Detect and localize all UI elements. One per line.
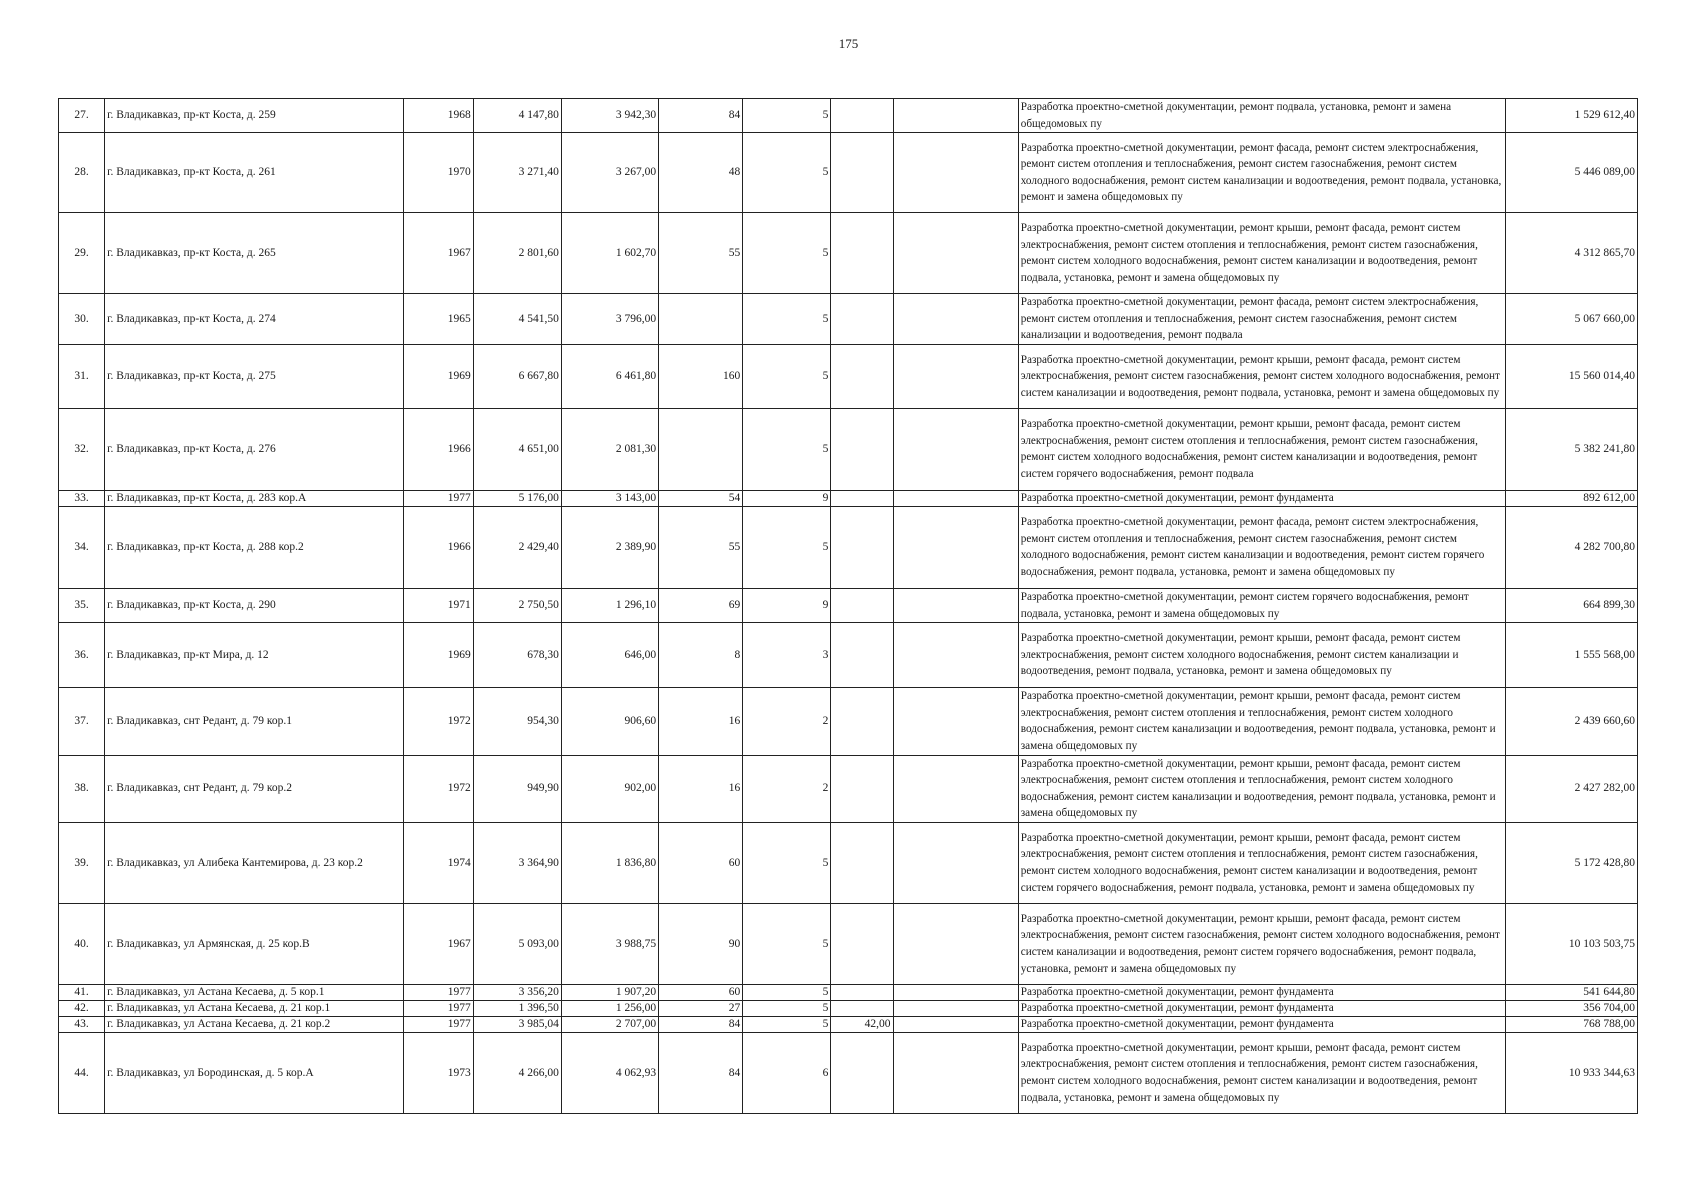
works-description-cell: Разработка проектно-сметной документации, ремонт крыши, ремонт фасада, ремонт систем электроснабжения, ремонт систем отопления и теплоснабжения, ремонт систем газоснабжения, ремонт систем холодного водоснабжения, ремонт систем канализации и водоотведения, ремонт систем горячего водоснабжения, ремонт подвала <box>1018 408 1505 490</box>
row-number: 39. <box>59 822 105 903</box>
floors-cell: 9 <box>743 490 831 506</box>
works-description-cell: Разработка проектно-сметной документации, ремонт фундамента <box>1018 984 1505 1000</box>
floors-cell: 5 <box>743 903 831 984</box>
table-row <box>59 506 1638 588</box>
cost-cell: 2 427 282,00 <box>1505 755 1637 822</box>
total-area-cell: 3 271,40 <box>473 133 561 213</box>
cost-cell: 768 788,00 <box>1505 1016 1637 1032</box>
year-cell: 1968 <box>403 99 473 133</box>
total-area-cell: 954,30 <box>473 688 561 755</box>
table-row <box>59 133 1638 213</box>
cost-cell: 4 282 700,80 <box>1505 506 1637 588</box>
address-cell: г. Владикавказ, пр-кт Коста, д. 275 <box>105 344 404 408</box>
floors-cell: 5 <box>743 294 831 345</box>
table-row <box>59 1032 1638 1113</box>
living-area-cell: 2 389,90 <box>561 506 658 588</box>
year-cell: 1965 <box>403 294 473 345</box>
total-area-cell: 2 429,40 <box>473 506 561 588</box>
total-area-cell: 678,30 <box>473 623 561 688</box>
living-area-cell: 3 143,00 <box>561 490 658 506</box>
living-area-cell: 1 836,80 <box>561 822 658 903</box>
empty-cell <box>893 588 1018 622</box>
year-cell: 1977 <box>403 490 473 506</box>
living-area-cell: 646,00 <box>561 623 658 688</box>
table-row <box>59 1016 1638 1032</box>
residents-cell: 55 <box>659 506 743 588</box>
extra-area-cell <box>831 1032 893 1113</box>
year-cell: 1967 <box>403 213 473 294</box>
table-row <box>59 294 1638 345</box>
cost-cell: 541 644,80 <box>1505 984 1637 1000</box>
total-area-cell: 1 396,50 <box>473 1000 561 1016</box>
works-description-cell: Разработка проектно-сметной документации, ремонт крыши, ремонт фасада, ремонт систем электроснабжения, ремонт систем отопления и теплоснабжения, ремонт систем газоснабжения, ремонт систем холодного водоснабжения, ремонт систем канализации и водоотведения, ремонт подвала, установка, ремонт и замена общедомовых пу <box>1018 1032 1505 1113</box>
extra-area-cell <box>831 133 893 213</box>
page-number: 175 <box>838 36 859 51</box>
extra-area-cell <box>831 1000 893 1016</box>
total-area-cell: 4 651,00 <box>473 408 561 490</box>
total-area-cell: 4 147,80 <box>473 99 561 133</box>
address-cell: г. Владикавказ, ул Бородинская, д. 5 кор.А <box>105 1032 404 1113</box>
total-area-cell: 6 667,80 <box>473 344 561 408</box>
row-number: 40. <box>59 903 105 984</box>
works-description-cell: Разработка проектно-сметной документации, ремонт фундамента <box>1018 1016 1505 1032</box>
cost-cell: 664 899,30 <box>1505 588 1637 622</box>
works-description-cell: Разработка проектно-сметной документации, ремонт крыши, ремонт фасада, ремонт систем электроснабжения, ремонт систем газоснабжения, ремонт систем холодного водоснабжения, ремонт систем канализации и водоотведения, ремонт подвала, установка, ремонт и замена общедомовых пу <box>1018 344 1505 408</box>
extra-area-cell <box>831 344 893 408</box>
total-area-cell: 4 541,50 <box>473 294 561 345</box>
year-cell: 1969 <box>403 344 473 408</box>
extra-area-cell <box>831 213 893 294</box>
floors-cell: 2 <box>743 688 831 755</box>
address-cell: г. Владикавказ, пр-кт Коста, д. 283 кор.А <box>105 490 404 506</box>
cost-cell: 1 529 612,40 <box>1505 99 1637 133</box>
table-body <box>59 99 1638 1114</box>
extra-area-cell <box>831 99 893 133</box>
living-area-cell: 1 907,20 <box>561 984 658 1000</box>
living-area-cell: 3 942,30 <box>561 99 658 133</box>
empty-cell <box>893 623 1018 688</box>
address-cell: г. Владикавказ, пр-кт Коста, д. 261 <box>105 133 404 213</box>
residents-cell <box>659 294 743 345</box>
cost-cell: 15 560 014,40 <box>1505 344 1637 408</box>
residents-cell: 90 <box>659 903 743 984</box>
extra-area-cell <box>831 490 893 506</box>
address-cell: г. Владикавказ, пр-кт Коста, д. 288 кор.2 <box>105 506 404 588</box>
table-row <box>59 1000 1638 1016</box>
cost-cell: 10 103 503,75 <box>1505 903 1637 984</box>
floors-cell: 3 <box>743 623 831 688</box>
empty-cell <box>893 408 1018 490</box>
table-row <box>59 99 1638 133</box>
floors-cell: 5 <box>743 408 831 490</box>
row-number: 36. <box>59 623 105 688</box>
living-area-cell: 2 081,30 <box>561 408 658 490</box>
total-area-cell: 2 750,50 <box>473 588 561 622</box>
row-number: 31. <box>59 344 105 408</box>
year-cell: 1972 <box>403 688 473 755</box>
table-row <box>59 213 1638 294</box>
table-row <box>59 822 1638 903</box>
address-cell: г. Владикавказ, ул Астана Кесаева, д. 21 кор.1 <box>105 1000 404 1016</box>
empty-cell <box>893 133 1018 213</box>
row-number: 28. <box>59 133 105 213</box>
total-area-cell: 3 985,04 <box>473 1016 561 1032</box>
extra-area-cell <box>831 822 893 903</box>
address-cell: г. Владикавказ, ул Алибека Кантемирова, д. 23 кор.2 <box>105 822 404 903</box>
total-area-cell: 2 801,60 <box>473 213 561 294</box>
residents-cell: 16 <box>659 688 743 755</box>
residents-cell: 84 <box>659 1016 743 1032</box>
extra-area-cell <box>831 408 893 490</box>
year-cell: 1970 <box>403 133 473 213</box>
empty-cell <box>893 294 1018 345</box>
works-description-cell: Разработка проектно-сметной документации, ремонт систем горячего водоснабжения, ремонт подвала, установка, ремонт и замена общедомовых пу <box>1018 588 1505 622</box>
works-description-cell: Разработка проектно-сметной документации, ремонт крыши, ремонт фасада, ремонт систем электроснабжения, ремонт систем газоснабжения, ремонт систем холодного водоснабжения, ремонт систем канализации и водоотведения, ремонт систем горячего водоснабжения, ремонт подвала, установка, ремонт и замена общедомовых пу <box>1018 903 1505 984</box>
year-cell: 1969 <box>403 623 473 688</box>
cost-cell: 892 612,00 <box>1505 490 1637 506</box>
extra-area-cell <box>831 588 893 622</box>
floors-cell: 9 <box>743 588 831 622</box>
address-cell: г. Владикавказ, ул Астана Кесаева, д. 5 кор.1 <box>105 984 404 1000</box>
empty-cell <box>893 344 1018 408</box>
row-number: 42. <box>59 1000 105 1016</box>
row-number: 27. <box>59 99 105 133</box>
table-row <box>59 588 1638 622</box>
floors-cell: 5 <box>743 213 831 294</box>
empty-cell <box>893 213 1018 294</box>
year-cell: 1977 <box>403 984 473 1000</box>
empty-cell <box>893 822 1018 903</box>
year-cell: 1971 <box>403 588 473 622</box>
floors-cell: 5 <box>743 344 831 408</box>
living-area-cell: 3 988,75 <box>561 903 658 984</box>
residents-cell: 60 <box>659 822 743 903</box>
residents-cell <box>659 408 743 490</box>
extra-area-cell <box>831 755 893 822</box>
year-cell: 1973 <box>403 1032 473 1113</box>
residents-cell: 84 <box>659 1032 743 1113</box>
year-cell: 1967 <box>403 903 473 984</box>
row-number: 32. <box>59 408 105 490</box>
cost-cell: 5 172 428,80 <box>1505 822 1637 903</box>
empty-cell <box>893 903 1018 984</box>
year-cell: 1977 <box>403 1016 473 1032</box>
extra-area-cell: 42,00 <box>831 1016 893 1032</box>
row-number: 35. <box>59 588 105 622</box>
total-area-cell: 949,90 <box>473 755 561 822</box>
table-row <box>59 623 1638 688</box>
empty-cell <box>893 1000 1018 1016</box>
row-number: 34. <box>59 506 105 588</box>
address-cell: г. Владикавказ, пр-кт Коста, д. 290 <box>105 588 404 622</box>
address-cell: г. Владикавказ, пр-кт Мира, д. 12 <box>105 623 404 688</box>
row-number: 30. <box>59 294 105 345</box>
works-description-cell: Разработка проектно-сметной документации, ремонт фасада, ремонт систем электроснабжения, ремонт систем отопления и теплоснабжения, ремонт систем газоснабжения, ремонт систем холодного водоснабжения, ремонт систем канализации и водоотведения, ремонт систем горячего водоснабжения, ремонт подвала, установка, ремонт и замена общедомовых пу <box>1018 506 1505 588</box>
living-area-cell: 6 461,80 <box>561 344 658 408</box>
residents-cell: 60 <box>659 984 743 1000</box>
row-number: 37. <box>59 688 105 755</box>
total-area-cell: 5 093,00 <box>473 903 561 984</box>
cost-cell: 5 382 241,80 <box>1505 408 1637 490</box>
works-description-cell: Разработка проектно-сметной документации, ремонт фасада, ремонт систем электроснабжения, ремонт систем отопления и теплоснабжения, ремонт систем газоснабжения, ремонт систем канализации и водоотведения, ремонт подвала <box>1018 294 1505 345</box>
living-area-cell: 3 267,00 <box>561 133 658 213</box>
row-number: 41. <box>59 984 105 1000</box>
address-cell: г. Владикавказ, пр-кт Коста, д. 276 <box>105 408 404 490</box>
extra-area-cell <box>831 984 893 1000</box>
living-area-cell: 1 256,00 <box>561 1000 658 1016</box>
cost-cell: 356 704,00 <box>1505 1000 1637 1016</box>
residents-cell: 69 <box>659 588 743 622</box>
works-description-cell: Разработка проектно-сметной документации, ремонт фасада, ремонт систем электроснабжения, ремонт систем отопления и теплоснабжения, ремонт систем газоснабжения, ремонт систем холодного водоснабжения, ремонт систем канализации и водоотведения, ремонт подвала, установка, ремонт и замена общедомовых пу <box>1018 133 1505 213</box>
extra-area-cell <box>831 903 893 984</box>
floors-cell: 5 <box>743 822 831 903</box>
row-number: 38. <box>59 755 105 822</box>
cost-cell: 2 439 660,60 <box>1505 688 1637 755</box>
works-description-cell: Разработка проектно-сметной документации, ремонт крыши, ремонт фасада, ремонт систем электроснабжения, ремонт систем отопления и теплоснабжения, ремонт систем газоснабжения, ремонт систем холодного водоснабжения, ремонт систем канализации и водоотведения, ремонт подвала, установка, ремонт и замена общедомовых пу <box>1018 213 1505 294</box>
address-cell: г. Владикавказ, ул Астана Кесаева, д. 21 кор.2 <box>105 1016 404 1032</box>
works-description-cell: Разработка проектно-сметной документации, ремонт подвала, установка, ремонт и замена общедомовых пу <box>1018 99 1505 133</box>
address-cell: г. Владикавказ, пр-кт Коста, д. 274 <box>105 294 404 345</box>
table-row <box>59 490 1638 506</box>
residents-cell: 54 <box>659 490 743 506</box>
year-cell: 1977 <box>403 1000 473 1016</box>
living-area-cell: 1 602,70 <box>561 213 658 294</box>
row-number: 33. <box>59 490 105 506</box>
living-area-cell: 906,60 <box>561 688 658 755</box>
total-area-cell: 5 176,00 <box>473 490 561 506</box>
floors-cell: 5 <box>743 133 831 213</box>
cost-cell: 10 933 344,63 <box>1505 1032 1637 1113</box>
residents-cell: 16 <box>659 755 743 822</box>
address-cell: г. Владикавказ, пр-кт Коста, д. 265 <box>105 213 404 294</box>
year-cell: 1972 <box>403 755 473 822</box>
total-area-cell: 4 266,00 <box>473 1032 561 1113</box>
year-cell: 1974 <box>403 822 473 903</box>
works-description-cell: Разработка проектно-сметной документации, ремонт крыши, ремонт фасада, ремонт систем электроснабжения, ремонт систем отопления и теплоснабжения, ремонт систем холодного водоснабжения, ремонт систем канализации и водоотведения, ремонт подвала, установка, ремонт и замена общедомовых пу <box>1018 755 1505 822</box>
total-area-cell: 3 364,90 <box>473 822 561 903</box>
residents-cell: 48 <box>659 133 743 213</box>
table-row <box>59 344 1638 408</box>
empty-cell <box>893 755 1018 822</box>
living-area-cell: 2 707,00 <box>561 1016 658 1032</box>
works-description-cell: Разработка проектно-сметной документации, ремонт крыши, ремонт фасада, ремонт систем электроснабжения, ремонт систем отопления и теплоснабжения, ремонт систем холодного водоснабжения, ремонт систем канализации и водоотведения, ремонт подвала, установка, ремонт и замена общедомовых пу <box>1018 688 1505 755</box>
row-number: 29. <box>59 213 105 294</box>
floors-cell: 5 <box>743 984 831 1000</box>
extra-area-cell <box>831 688 893 755</box>
living-area-cell: 902,00 <box>561 755 658 822</box>
address-cell: г. Владикавказ, ул Армянская, д. 25 кор.В <box>105 903 404 984</box>
works-description-cell: Разработка проектно-сметной документации, ремонт крыши, ремонт фасада, ремонт систем электроснабжения, ремонт систем холодного водоснабжения, ремонт систем канализации и водоотведения, ремонт подвала, установка, ремонт и замена общедомовых пу <box>1018 623 1505 688</box>
address-cell: г. Владикавказ, пр-кт Коста, д. 259 <box>105 99 404 133</box>
works-description-cell: Разработка проектно-сметной документации, ремонт фундамента <box>1018 490 1505 506</box>
address-cell: г. Владикавказ, снт Редант, д. 79 кор.2 <box>105 755 404 822</box>
extra-area-cell <box>831 506 893 588</box>
empty-cell <box>893 688 1018 755</box>
total-area-cell: 3 356,20 <box>473 984 561 1000</box>
residents-cell: 160 <box>659 344 743 408</box>
works-description-cell: Разработка проектно-сметной документации, ремонт крыши, ремонт фасада, ремонт систем электроснабжения, ремонт систем отопления и теплоснабжения, ремонт систем газоснабжения, ремонт систем холодного водоснабжения, ремонт систем канализации и водоотведения, ремонт систем горячего водоснабжения, ремонт подвала, установка, ремонт и замена общедомовых пу <box>1018 822 1505 903</box>
empty-cell <box>893 506 1018 588</box>
empty-cell <box>893 1016 1018 1032</box>
table-row <box>59 408 1638 490</box>
residents-cell: 27 <box>659 1000 743 1016</box>
row-number: 44. <box>59 1032 105 1113</box>
extra-area-cell <box>831 623 893 688</box>
living-area-cell: 3 796,00 <box>561 294 658 345</box>
extra-area-cell <box>831 294 893 345</box>
floors-cell: 2 <box>743 755 831 822</box>
living-area-cell: 4 062,93 <box>561 1032 658 1113</box>
row-number: 43. <box>59 1016 105 1032</box>
year-cell: 1966 <box>403 506 473 588</box>
cost-cell: 5 067 660,00 <box>1505 294 1637 345</box>
cost-cell: 1 555 568,00 <box>1505 623 1637 688</box>
residents-cell: 84 <box>659 99 743 133</box>
empty-cell <box>893 490 1018 506</box>
floors-cell: 5 <box>743 1000 831 1016</box>
repair-program-table <box>58 98 1638 1114</box>
address-cell: г. Владикавказ, снт Редант, д. 79 кор.1 <box>105 688 404 755</box>
empty-cell <box>893 1032 1018 1113</box>
cost-cell: 5 446 089,00 <box>1505 133 1637 213</box>
table-row <box>59 903 1638 984</box>
floors-cell: 5 <box>743 1016 831 1032</box>
table-row <box>59 984 1638 1000</box>
residents-cell: 55 <box>659 213 743 294</box>
empty-cell <box>893 99 1018 133</box>
table-row <box>59 688 1638 755</box>
empty-cell <box>893 984 1018 1000</box>
floors-cell: 5 <box>743 99 831 133</box>
residents-cell: 8 <box>659 623 743 688</box>
floors-cell: 5 <box>743 506 831 588</box>
year-cell: 1966 <box>403 408 473 490</box>
living-area-cell: 1 296,10 <box>561 588 658 622</box>
table-row <box>59 755 1638 822</box>
cost-cell: 4 312 865,70 <box>1505 213 1637 294</box>
works-description-cell: Разработка проектно-сметной документации, ремонт фундамента <box>1018 1000 1505 1016</box>
floors-cell: 6 <box>743 1032 831 1113</box>
